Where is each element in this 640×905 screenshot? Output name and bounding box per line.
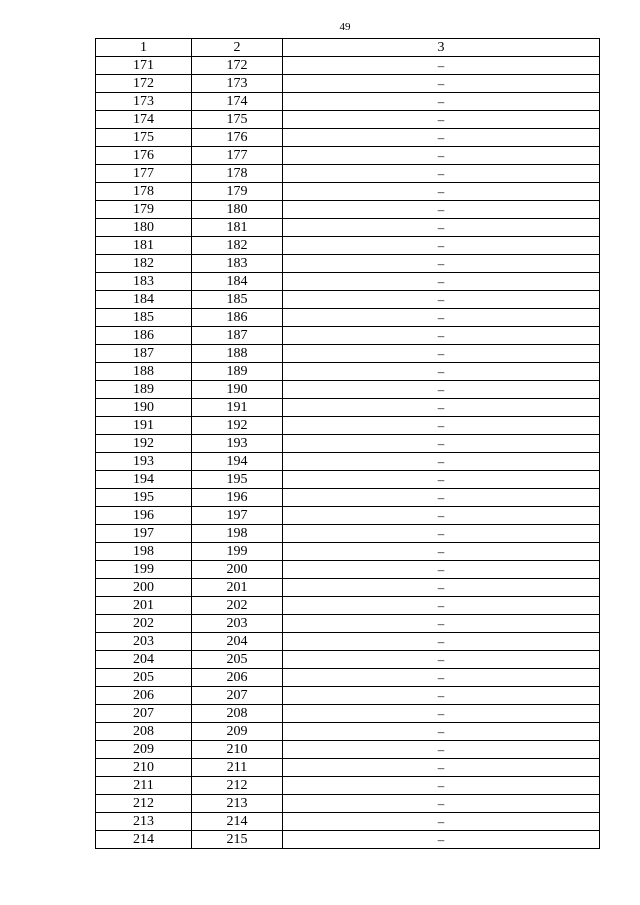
table-cell-col-2: 207	[192, 687, 283, 705]
table-body	[96, 57, 600, 849]
table-cell-col-1: 214	[96, 831, 192, 849]
table-row	[96, 219, 600, 237]
table-row	[96, 399, 600, 417]
table-row	[96, 255, 600, 273]
table-row	[96, 273, 600, 291]
table-row	[96, 201, 600, 219]
table-cell-col-3: –	[283, 525, 600, 543]
table-row	[96, 777, 600, 795]
table-row	[96, 129, 600, 147]
table-row	[96, 417, 600, 435]
table-cell-col-3: –	[283, 399, 600, 417]
table-cell-col-1: 208	[96, 723, 192, 741]
table-cell-col-3: –	[283, 237, 600, 255]
table-row	[96, 381, 600, 399]
table-cell-col-3: –	[283, 165, 600, 183]
table-row	[96, 615, 600, 633]
table-cell-col-1: 211	[96, 777, 192, 795]
table-cell-col-1: 188	[96, 363, 192, 381]
table-row	[96, 507, 600, 525]
table-row	[96, 75, 600, 93]
table-cell-col-3: –	[283, 579, 600, 597]
table-row	[96, 309, 600, 327]
header-row	[96, 39, 600, 57]
table-cell-col-2: 198	[192, 525, 283, 543]
table-cell-col-1: 174	[96, 111, 192, 129]
column-header-3: 3	[283, 39, 600, 57]
table-cell-col-2: 175	[192, 111, 283, 129]
table-cell-col-1: 173	[96, 93, 192, 111]
table-cell-col-3: –	[283, 615, 600, 633]
table-cell-col-2: 197	[192, 507, 283, 525]
table-cell-col-3: –	[283, 147, 600, 165]
table-cell-col-3: –	[283, 561, 600, 579]
table-cell-col-1: 175	[96, 129, 192, 147]
table-cell-col-2: 180	[192, 201, 283, 219]
table-cell-col-2: 185	[192, 291, 283, 309]
table-cell-col-2: 210	[192, 741, 283, 759]
table-cell-col-2: 190	[192, 381, 283, 399]
table-cell-col-3: –	[283, 507, 600, 525]
table-cell-col-1: 186	[96, 327, 192, 345]
table-cell-col-2: 211	[192, 759, 283, 777]
table-cell-col-1: 184	[96, 291, 192, 309]
table-cell-col-3: –	[283, 291, 600, 309]
column-header-1: 1	[96, 39, 192, 57]
table-cell-col-1: 193	[96, 453, 192, 471]
table-cell-col-1: 213	[96, 813, 192, 831]
table-row	[96, 561, 600, 579]
table-cell-col-3: –	[283, 669, 600, 687]
table-cell-col-1: 195	[96, 489, 192, 507]
column-header-2: 2	[192, 39, 283, 57]
table-cell-col-2: 201	[192, 579, 283, 597]
table-cell-col-2: 208	[192, 705, 283, 723]
table-cell-col-2: 184	[192, 273, 283, 291]
table-cell-col-2: 193	[192, 435, 283, 453]
table-cell-col-3: –	[283, 687, 600, 705]
table-row	[96, 669, 600, 687]
table-row	[96, 579, 600, 597]
table-cell-col-2: 212	[192, 777, 283, 795]
table-cell-col-2: 200	[192, 561, 283, 579]
table-cell-col-1: 194	[96, 471, 192, 489]
table-cell-col-1: 187	[96, 345, 192, 363]
table-row	[96, 795, 600, 813]
table-cell-col-2: 172	[192, 57, 283, 75]
table-row	[96, 723, 600, 741]
table-cell-col-3: –	[283, 75, 600, 93]
table-cell-col-2: 191	[192, 399, 283, 417]
table-cell-col-1: 185	[96, 309, 192, 327]
table-cell-col-3: –	[283, 597, 600, 615]
table-cell-col-2: 209	[192, 723, 283, 741]
table-row	[96, 57, 600, 75]
table-cell-col-1: 198	[96, 543, 192, 561]
table-cell-col-2: 204	[192, 633, 283, 651]
table-cell-col-3: –	[283, 327, 600, 345]
table-cell-col-3: –	[283, 417, 600, 435]
table-row	[96, 237, 600, 255]
table-cell-col-3: –	[283, 345, 600, 363]
table-cell-col-1: 196	[96, 507, 192, 525]
table-cell-col-2: 186	[192, 309, 283, 327]
table-cell-col-1: 199	[96, 561, 192, 579]
table-row	[96, 363, 600, 381]
table-cell-col-1: 183	[96, 273, 192, 291]
table-cell-col-3: –	[283, 57, 600, 75]
table-row	[96, 327, 600, 345]
table-cell-col-1: 181	[96, 237, 192, 255]
table-cell-col-3: –	[283, 831, 600, 849]
table-cell-col-3: –	[283, 255, 600, 273]
table-row	[96, 705, 600, 723]
table-cell-col-3: –	[283, 777, 600, 795]
table-cell-col-1: 189	[96, 381, 192, 399]
table-cell-col-3: –	[283, 813, 600, 831]
table-cell-col-1: 182	[96, 255, 192, 273]
table-cell-col-2: 182	[192, 237, 283, 255]
table-cell-col-3: –	[283, 93, 600, 111]
table-row	[96, 633, 600, 651]
table-row	[96, 111, 600, 129]
table-cell-col-3: –	[283, 489, 600, 507]
table-cell-col-2: 177	[192, 147, 283, 165]
table-cell-col-3: –	[283, 741, 600, 759]
table-cell-col-2: 187	[192, 327, 283, 345]
table-cell-col-1: 171	[96, 57, 192, 75]
table-row	[96, 687, 600, 705]
table-cell-col-3: –	[283, 705, 600, 723]
table-row	[96, 345, 600, 363]
table-cell-col-1: 180	[96, 219, 192, 237]
data-table	[95, 38, 600, 849]
table-cell-col-2: 213	[192, 795, 283, 813]
table-cell-col-2: 202	[192, 597, 283, 615]
table-row	[96, 831, 600, 849]
table-cell-col-3: –	[283, 633, 600, 651]
table-cell-col-1: 200	[96, 579, 192, 597]
table-row	[96, 453, 600, 471]
table-cell-col-1: 209	[96, 741, 192, 759]
table-cell-col-1: 192	[96, 435, 192, 453]
table-cell-col-2: 205	[192, 651, 283, 669]
table-cell-col-1: 190	[96, 399, 192, 417]
table-cell-col-3: –	[283, 723, 600, 741]
table-cell-col-2: 178	[192, 165, 283, 183]
table-cell-col-1: 207	[96, 705, 192, 723]
table-row	[96, 525, 600, 543]
table-cell-col-2: 179	[192, 183, 283, 201]
table-cell-col-2: 176	[192, 129, 283, 147]
table-cell-col-2: 189	[192, 363, 283, 381]
table-cell-col-3: –	[283, 651, 600, 669]
table-cell-col-2: 199	[192, 543, 283, 561]
table-cell-col-2: 181	[192, 219, 283, 237]
table-cell-col-2: 183	[192, 255, 283, 273]
table-cell-col-3: –	[283, 471, 600, 489]
table-cell-col-2: 206	[192, 669, 283, 687]
table-cell-col-3: –	[283, 111, 600, 129]
table-cell-col-3: –	[283, 543, 600, 561]
table-row	[96, 471, 600, 489]
table-cell-col-2: 195	[192, 471, 283, 489]
table-row	[96, 741, 600, 759]
table-cell-col-3: –	[283, 759, 600, 777]
table-cell-col-1: 202	[96, 615, 192, 633]
table-row	[96, 489, 600, 507]
page-number: 49	[339, 21, 351, 33]
table-cell-col-3: –	[283, 309, 600, 327]
table-cell-col-1: 210	[96, 759, 192, 777]
table-cell-col-1: 172	[96, 75, 192, 93]
table-row	[96, 543, 600, 561]
table-cell-col-1: 179	[96, 201, 192, 219]
table-row	[96, 651, 600, 669]
table-cell-col-2: 188	[192, 345, 283, 363]
table-row	[96, 813, 600, 831]
table-row	[96, 147, 600, 165]
table-cell-col-3: –	[283, 435, 600, 453]
table-cell-col-2: 196	[192, 489, 283, 507]
table-cell-col-1: 206	[96, 687, 192, 705]
table-cell-col-2: 173	[192, 75, 283, 93]
table-cell-col-1: 191	[96, 417, 192, 435]
table-cell-col-2: 192	[192, 417, 283, 435]
table-cell-col-3: –	[283, 201, 600, 219]
table-cell-col-3: –	[283, 129, 600, 147]
table-row	[96, 291, 600, 309]
table-row	[96, 93, 600, 111]
table-cell-col-3: –	[283, 363, 600, 381]
table-cell-col-2: 215	[192, 831, 283, 849]
table-cell-col-2: 194	[192, 453, 283, 471]
table-cell-col-1: 212	[96, 795, 192, 813]
table-row	[96, 183, 600, 201]
table-header	[96, 39, 600, 57]
table-row	[96, 165, 600, 183]
table-cell-col-1: 203	[96, 633, 192, 651]
table-cell-col-2: 214	[192, 813, 283, 831]
table-cell-col-1: 177	[96, 165, 192, 183]
table-cell-col-2: 203	[192, 615, 283, 633]
table-cell-col-3: –	[283, 381, 600, 399]
table-cell-col-1: 178	[96, 183, 192, 201]
table-cell-col-3: –	[283, 183, 600, 201]
table-cell-col-1: 197	[96, 525, 192, 543]
table-cell-col-1: 205	[96, 669, 192, 687]
table-cell-col-3: –	[283, 219, 600, 237]
table-row	[96, 435, 600, 453]
table-row	[96, 759, 600, 777]
table-cell-col-1: 176	[96, 147, 192, 165]
table-cell-col-2: 174	[192, 93, 283, 111]
table-cell-col-1: 201	[96, 597, 192, 615]
table-cell-col-3: –	[283, 795, 600, 813]
table-row	[96, 597, 600, 615]
table-cell-col-3: –	[283, 453, 600, 471]
table-cell-col-1: 204	[96, 651, 192, 669]
table-cell-col-3: –	[283, 273, 600, 291]
